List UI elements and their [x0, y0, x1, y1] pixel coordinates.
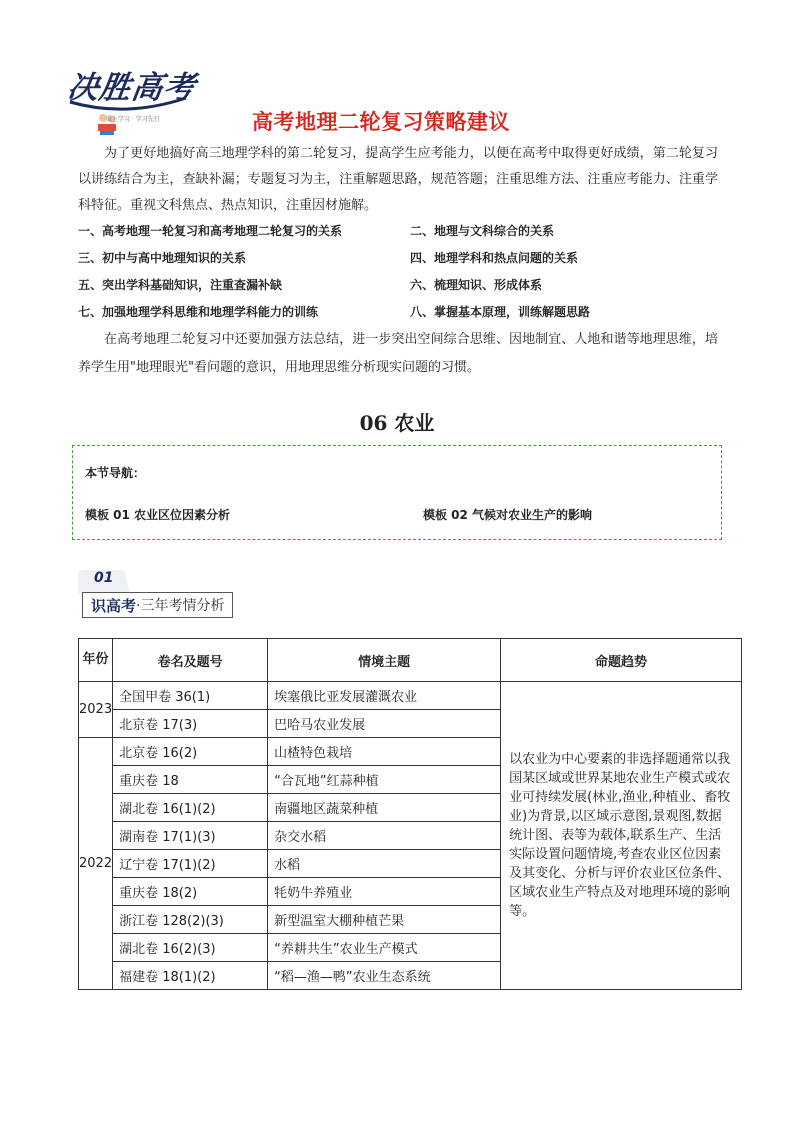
recommendation-item: 六、梳理知识、形成体系 — [410, 278, 543, 292]
nav-title: 本节导航： — [85, 466, 146, 480]
topic-cell: 牦奶牛养殖业 — [268, 878, 501, 906]
method-paragraph: 在高考地理二轮复习中还要加强方法总结，进一步突出空间综合思维、因地制宜、人地和谐等地理思维，培养学生用"地理眼光"看问题的意识，用地理思维分析现实问题的习惯。 — [78, 332, 718, 375]
header-topic: 情境主题 — [268, 639, 501, 682]
topic-cell: “合瓦地”红蒜种植 — [268, 766, 501, 794]
section-number: 01 — [94, 570, 114, 586]
chapter-title: 06 农业 — [359, 411, 435, 435]
exam-cell: 湖南卷 17(1)(3) — [113, 822, 268, 850]
topic-cell: 南疆地区蔬菜种植 — [268, 794, 501, 822]
topic-cell: 埃塞俄比亚发展灌溉农业 — [268, 682, 501, 710]
section-label-main: 识高考 — [91, 596, 137, 615]
logo-swoosh-icon — [66, 96, 190, 116]
section-label — [82, 592, 233, 618]
section-navigation — [72, 445, 722, 540]
logo-badge: 爱上学习 · 学习先行 — [106, 116, 160, 123]
topic-cell: “养耕共生”农业生产模式 — [268, 934, 501, 962]
topic-cell: 水稻 — [268, 850, 501, 878]
recommendation-item: 五、突出学科基础知识，注重查漏补缺 — [78, 278, 283, 292]
recommendation-item: 二、地理与文科综合的关系 — [410, 224, 555, 238]
exam-cell: 重庆卷 18 — [113, 766, 268, 794]
nav-item-template-02[interactable]: 模板 02 气候对农业生产的影响 — [423, 508, 593, 522]
topic-cell: 山楂特色栽培 — [268, 738, 501, 766]
table-row — [79, 682, 742, 710]
recommendation-item: 一、高考地理一轮复习和高考地理二轮复习的关系 — [78, 224, 343, 238]
exam-cell: 北京卷 16(2) — [113, 738, 268, 766]
page-title: 高考地理二轮复习策略建议 — [252, 110, 510, 134]
section-label-sub: ·三年考情分析 — [136, 598, 225, 614]
year-cell: 2023 — [79, 682, 113, 738]
header-exam: 卷名及题号 — [113, 639, 268, 682]
intro-paragraph: 为了更好地搞好高三地理学科的第二轮复习，提高学生应考能力，以便在高考中取得更好成绩，第二轮复习以讲练结合为主，查缺补漏；专题复习为主，注重解题思路，规范答题；注重思维方法、注重应考能力、注重学科特征。重视文科焦点、热点知识，注重因材施解。 — [78, 146, 718, 213]
header-year: 年份 — [79, 639, 113, 682]
topic-cell: 杂交水稻 — [268, 822, 501, 850]
exam-cell: 福建卷 18(1)(2) — [113, 962, 268, 990]
topic-cell: 巴哈马农业发展 — [268, 710, 501, 738]
recommendation-item: 八、掌握基本原理，训练解题思路 — [410, 305, 591, 319]
exam-cell: 全国甲卷 36(1) — [113, 682, 268, 710]
topic-cell: 新型温室大棚种植芒果 — [268, 906, 501, 934]
logo — [64, 62, 199, 140]
recommendation-item: 四、地理学科和热点问题的关系 — [410, 251, 579, 265]
recommendation-item: 七、加强地理学科思维和地理学科能力的训练 — [78, 305, 319, 319]
exam-cell: 浙江卷 128(2)(3) — [113, 906, 268, 934]
trend-cell: 以农业为中心要素的非选择题通常以我国某区域或世界某地农业生产模式或农业可持续发展(林业,渔业,种植业、畜牧业)为背景,以区域示意图,景观图,数据统计图、表等为载体,联系生产、生活实际设置问题情境,考查农业区位因素及其变化、分析与评价农业区位条件、区域农业生产特点及对地理环境的影响等。 — [501, 682, 742, 990]
exam-cell: 重庆卷 18(2) — [113, 878, 268, 906]
year-cell: 2022 — [79, 738, 113, 990]
exam-cell: 北京卷 17(3) — [113, 710, 268, 738]
exam-analysis-table — [78, 638, 742, 990]
topic-cell: “稻—渔—鸭”农业生态系统 — [268, 962, 501, 990]
recommendation-item: 三、初中与高中地理知识的关系 — [78, 251, 247, 265]
logo-text: 决胜高考 — [64, 70, 199, 106]
exam-cell: 湖北卷 16(1)(2) — [113, 794, 268, 822]
exam-cell: 湖北卷 16(2)(3) — [113, 934, 268, 962]
exam-cell: 辽宁卷 17(1)(2) — [113, 850, 268, 878]
nav-item-template-01[interactable]: 模板 01 农业区位因素分析 — [85, 508, 231, 522]
table-header-row — [79, 639, 742, 682]
header-trend: 命题趋势 — [501, 639, 742, 682]
